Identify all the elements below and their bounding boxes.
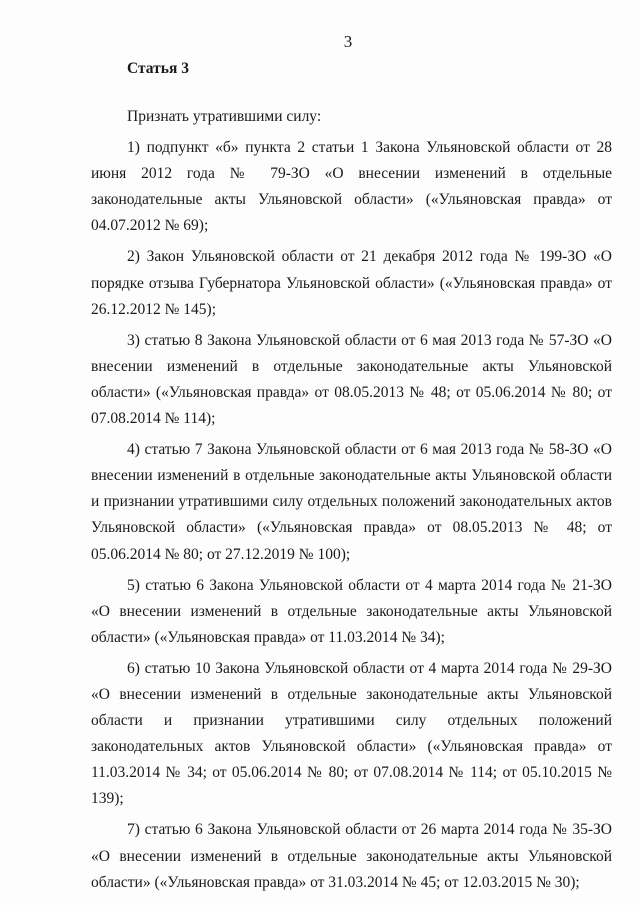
page-number: 3 (343, 32, 353, 51)
list-item-6: 6) статью 10 Закона Ульяновской области от 4 марта 2014 года № 29-ЗО «О внесении изменений в отдельные законодательные акты Ульяновской области и признании утратившими силу отдельных положений законодательных актов Ульяновской области» («Ульяновская правда» от 11.03.2014 № 34; от 05.06.2014 № 80; от 07.08.2014 № 114; от 05.10.2015 № 139); (91, 659, 612, 808)
list-item-4: 4) статью 7 Закона Ульяновской области от 6 мая 2013 года № 58-ЗО «О внесении изменений в отдельные законодательные акты Ульяновской области и признании утратившими силу отдельных положений законодательных актов Ульяновской области» («Ульяновская правда» от 08.05.2013 № 48; от 05.06.2014 № 80; от 27.12.2019 № 100); (91, 441, 612, 563)
article-body (91, 104, 612, 896)
intro-paragraph: Признать утратившими силу: (127, 108, 322, 125)
list-item-5: 5) статью 6 Закона Ульяновской области от 4 марта 2014 года № 21-ЗО «О внесении изменений в отдельные законодательные акты Ульяновской области» («Ульяновская правда» от 11.03.2014 № 34); (91, 576, 612, 646)
article-title: Статья 3 (127, 60, 189, 77)
list-item-2: 2) Закон Ульяновской области от 21 декабря 2012 года № 199-ЗО «О порядке отзыва Губернатора Ульяновской области» («Ульяновская правда» от 26.12.2012 № 145); (91, 248, 612, 318)
list-item-3: 3) статью 8 Закона Ульяновской области от 6 мая 2013 года № 57-ЗО «О внесении изменений в отдельные законодательные акты Ульяновской области» («Ульяновская правда» от 08.05.2013 № 48; от 05.06.2014 № 80; от 07.08.2014 № 114); (91, 331, 612, 428)
list-item-1: 1) подпункт «б» пункта 2 статьи 1 Закона Ульяновской области от 28 июня 2012 года № 79-ЗО «О внесении изменений в отдельные законодательные акты Ульяновской области» («Ульяновская правда» от 04.07.2012 № 69); (91, 139, 612, 235)
list-item-7: 7) статью 6 Закона Ульяновской области от 26 марта 2014 года № 35-ЗО «О внесении изменений в отдельные законодательные акты Ульяновской области» («Ульяновская правда» от 31.03.2014 № 45; от 12.03.2015 № 30); (91, 821, 612, 891)
